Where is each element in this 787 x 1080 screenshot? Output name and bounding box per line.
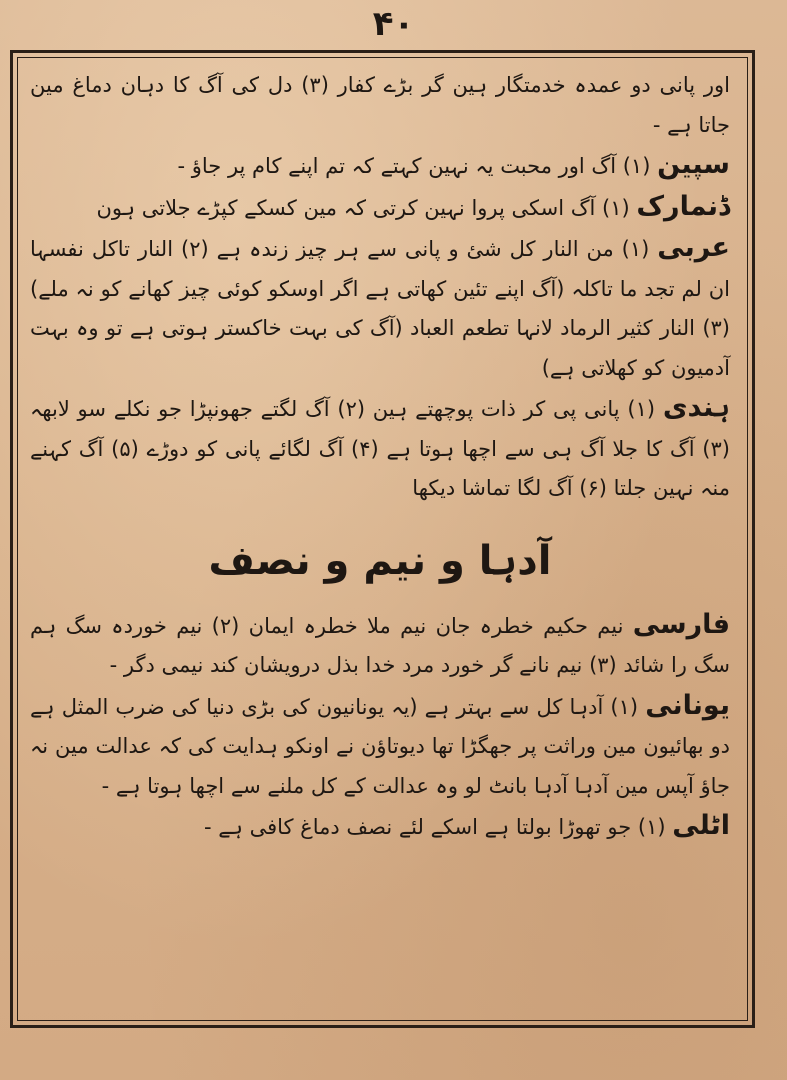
paragraph-text: (۱) پانی پی کر ذات پوچھتے ہین (۲) آگ لگتے جھونپڑا جو نکلے سو لابھہ (۳) آگ کا جلا آگ ہی سے اچھا ہوتا ہے (۴) آگ لگائے پانی کو دوڑے (۵) آگ کہنے منہ نہین جلتا (۶) آگ لگا تماشا دیکھا <box>30 397 730 500</box>
paragraph-text: (۱) آگ اسکی پروا نہین کرتی کہ مین کسکے کپڑے جلاتی ہون <box>96 195 630 220</box>
paragraph-arabic <box>30 228 730 388</box>
paragraph-text: (۱) من النار کل شئ و پانی سے ہر چیز زندہ ہے (۲) النار تاکل نفسہا ان لم تجد ما تاکلہ (آگ اپنے تئین کھاتی ہے اگر اوسکو کوئی چیز کھانے کو نہ ملے) (۳) النار کثیر الرماد لانہا تطعم العباد (آگ کی بہت خاکستر ہوتی ہے تو وہ بہت آدمیون کو کھلاتی ہے) <box>30 237 730 380</box>
paragraph-spanish <box>30 145 730 187</box>
section-heading: آدہا و نیم و نصف <box>208 537 552 584</box>
page-content <box>30 64 730 1014</box>
page-number: ۴۰ <box>372 4 415 44</box>
language-label: یونانی <box>645 689 730 721</box>
paragraph-greek <box>30 686 730 807</box>
language-label: ہندی <box>662 392 730 423</box>
paragraph-text: (۱) آدہا کل سے بہتر ہے (یہ یونانیون کی بڑی دنیا کی ضرب المثل ہے دو بھائیون مین وراثت پر جھگڑا تھا دیوتاؤن نے اونکو ہدایت کی کہ عدالت مین نہ جاؤ آپس مین آدہا آدہا بانٹ لو وہ عدالت کے کل ملنے سے اچھا ہوتا ہے - <box>30 694 730 798</box>
paragraph-text: (۱) آگ اور محبت یہ نہین کہتے کہ تم اپنے کام پر جاؤ - <box>177 154 651 178</box>
paragraph-hindi <box>30 388 730 509</box>
paragraph-danish <box>30 187 730 229</box>
paragraph-text: اور پانی دو عمدہ خدمتگار ہین گر بڑے کفار (۳) دل کی آگ کا دہان دماغ مین جاتا ہے - <box>30 73 730 137</box>
language-label: فارسی <box>632 608 730 640</box>
paragraph-text: (۱) جو تھوڑا بولتا ہے اسکے لئے نصف دماغ کافی ہے - <box>204 815 666 839</box>
language-label: سپین <box>657 149 730 180</box>
paragraph-text: نیم حکیم خطرہ جان نیم ملا خطرہ ایمان (۲) نیم خوردہ سگ ہم سگ را شائد (۳) نیم نانے گر خورد مرد خدا بذل درویشان کند نیمی دگر - <box>30 613 730 677</box>
paragraph-persian <box>30 605 730 686</box>
paragraph <box>30 64 730 145</box>
paragraph-italian <box>30 806 730 848</box>
language-label: اٹلی <box>672 810 730 841</box>
language-label: ڈنمارک <box>636 190 730 222</box>
language-label: عربی <box>657 232 730 263</box>
